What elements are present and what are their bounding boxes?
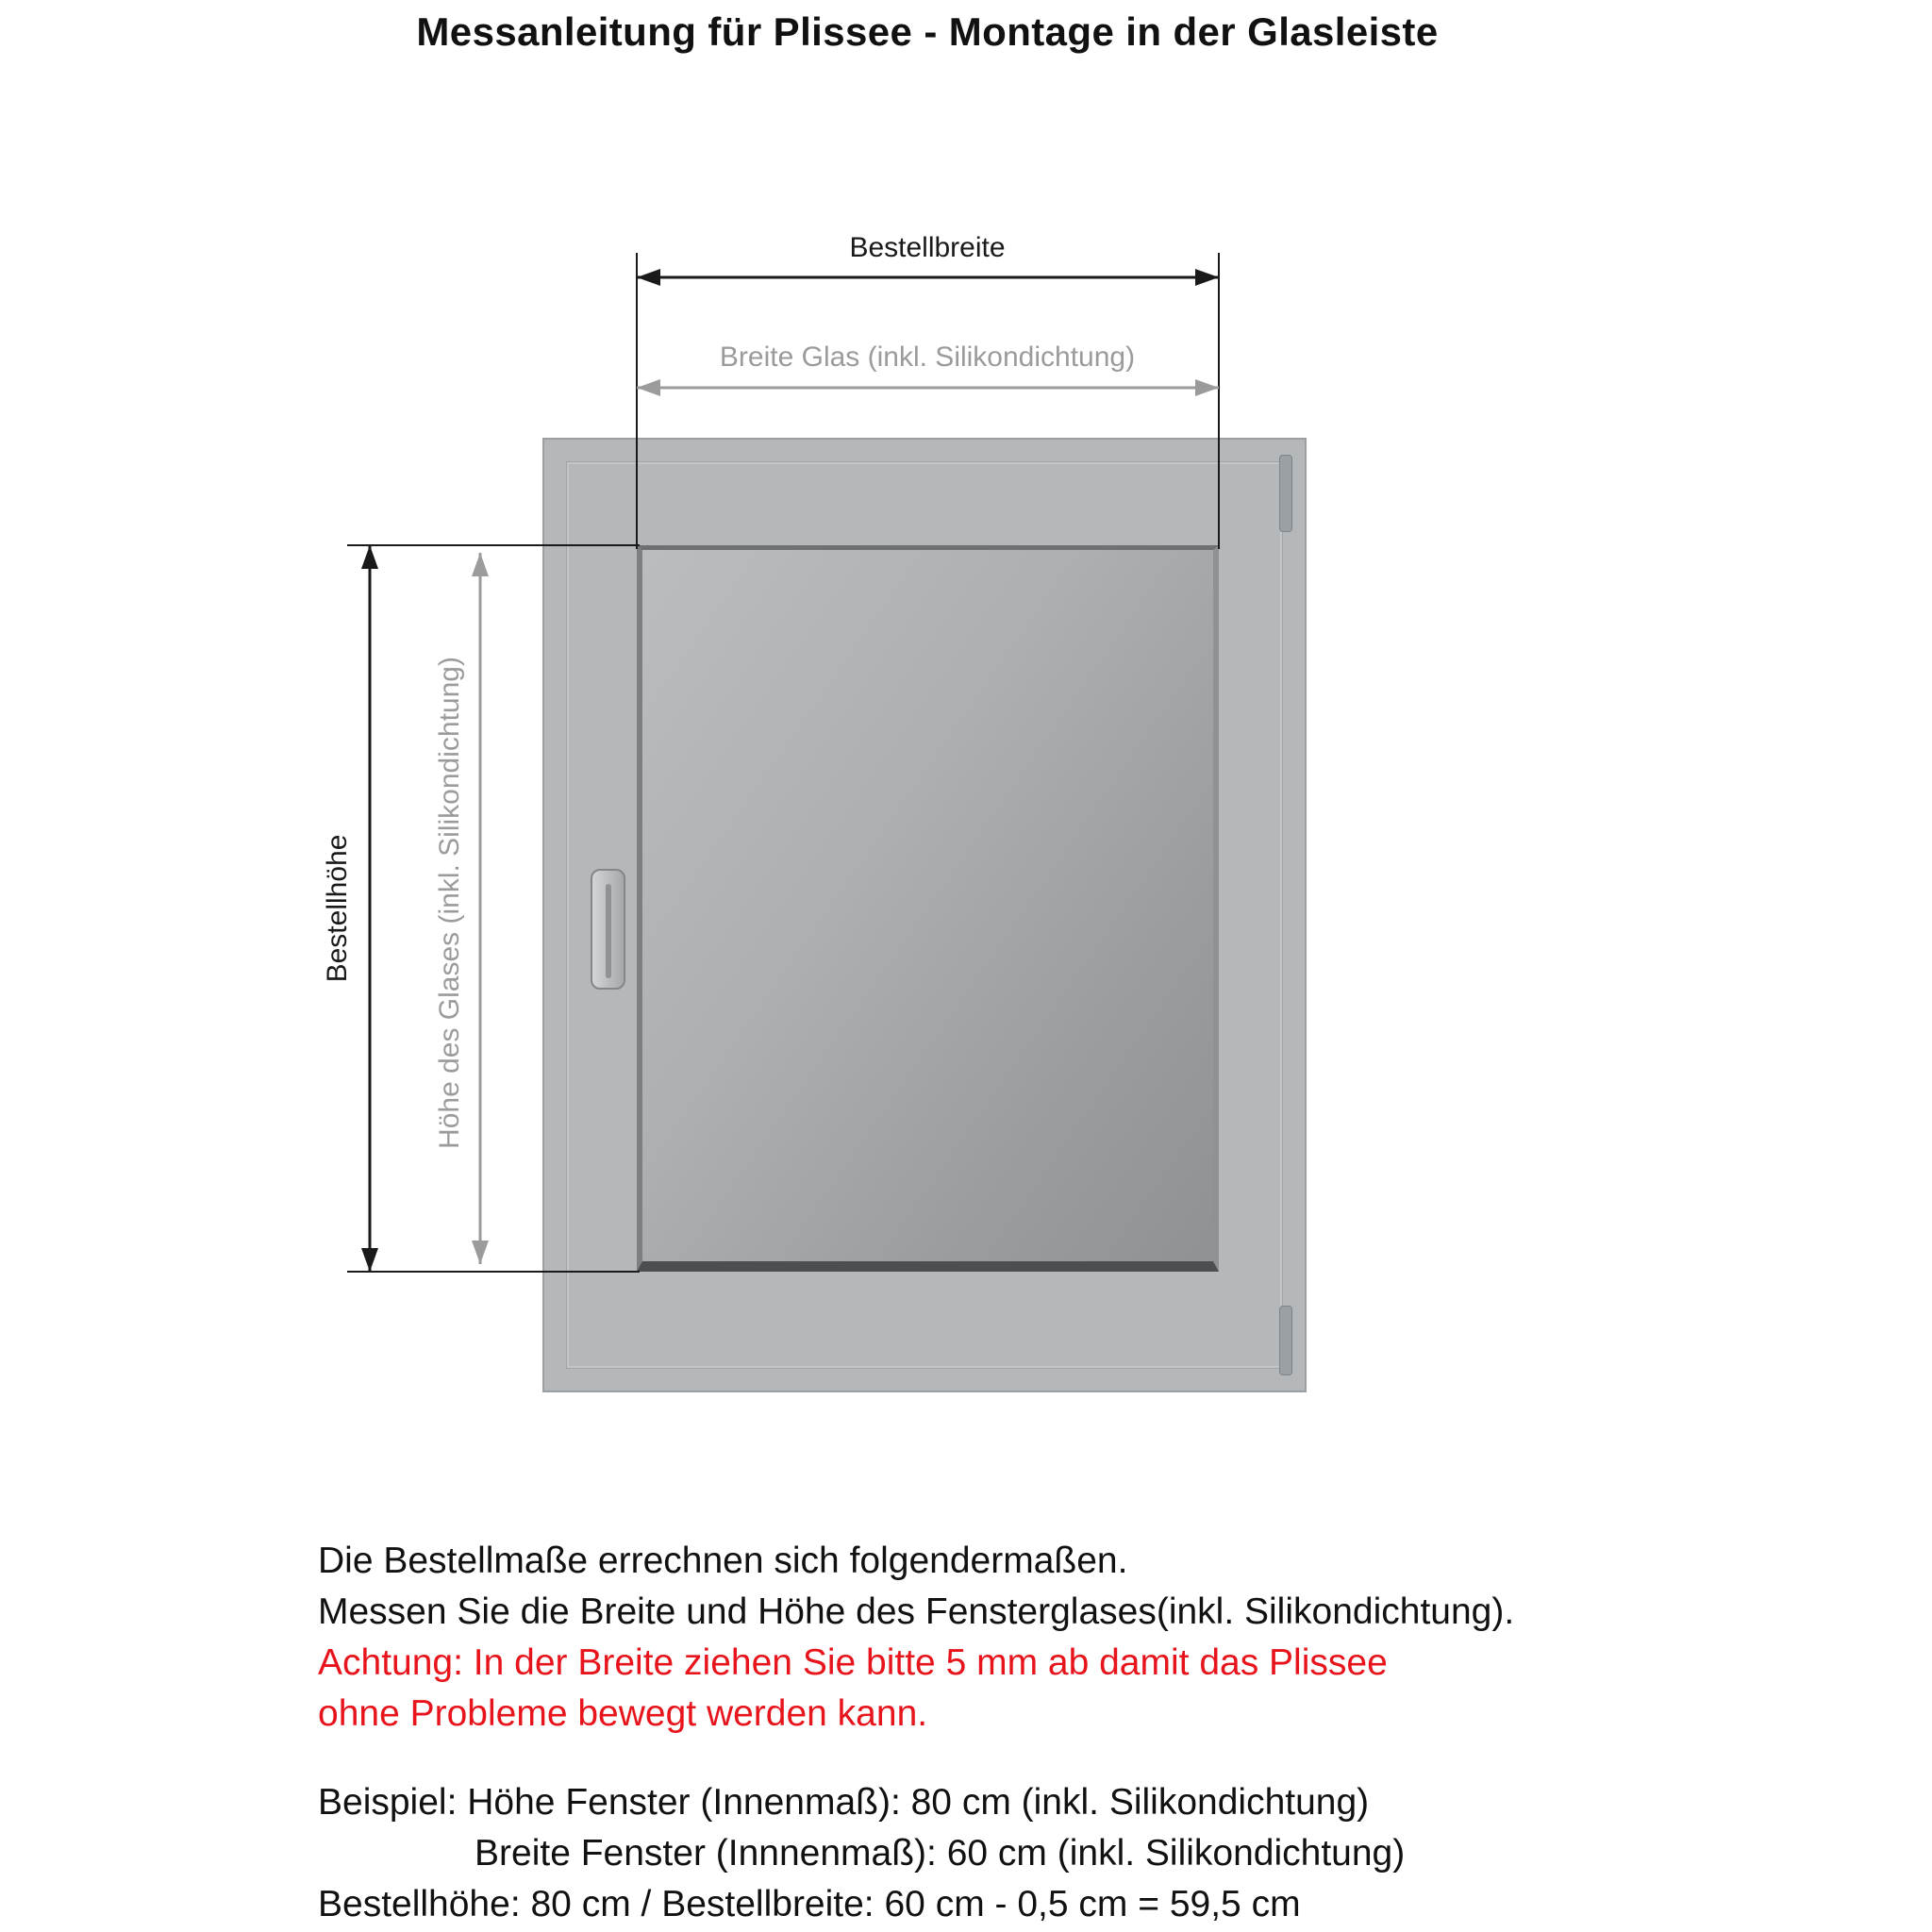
example-line-1: Beispiel: Höhe Fenster (Innenmaß): 80 cm (inkl. Silikondichtung) bbox=[318, 1782, 1370, 1823]
example-line-3: Bestellhöhe: 80 cm / Bestellbreite: 60 cm - 0,5 cm = 59,5 cm bbox=[318, 1884, 1301, 1924]
example-line-2: Breite Fenster (Innnenmaß): 60 cm (inkl. Silikondichtung) bbox=[475, 1833, 1406, 1874]
instruction-line-2: Messen Sie die Breite und Höhe des Fensterglases(inkl. Silikondichtung). bbox=[318, 1591, 1515, 1632]
warning-line-1: Achtung: In der Breite ziehen Sie bitte 5 mm ab damit das Plissee bbox=[318, 1642, 1388, 1683]
window-glass bbox=[637, 545, 1219, 1272]
glass-width-label: Breite Glas (inkl. Silikondichtung) bbox=[719, 341, 1136, 373]
instruction-line-1: Die Bestellmaße errechnen sich folgendermaßen. bbox=[318, 1541, 1128, 1581]
warning-line-2: ohne Probleme bewegt werden kann. bbox=[318, 1693, 928, 1734]
window-hinge-top bbox=[1279, 455, 1292, 532]
glass-height-label: Höhe des Glases (inkl. Silikondichtung) bbox=[434, 657, 465, 1149]
window-handle-notch bbox=[606, 884, 611, 978]
glass-height-arrow bbox=[472, 553, 489, 1264]
window-hinge-bottom bbox=[1279, 1306, 1292, 1375]
glass-width-arrow bbox=[637, 379, 1219, 396]
instruction-text bbox=[318, 1536, 1733, 1930]
text-spacer bbox=[318, 1740, 1733, 1777]
order-width-label: Bestellbreite bbox=[849, 232, 1006, 263]
window-handle bbox=[591, 869, 625, 990]
page-title: Messanleitung für Plissee - Montage in der Glasleiste bbox=[416, 9, 1439, 54]
order-height-label: Bestellhöhe bbox=[322, 834, 353, 983]
